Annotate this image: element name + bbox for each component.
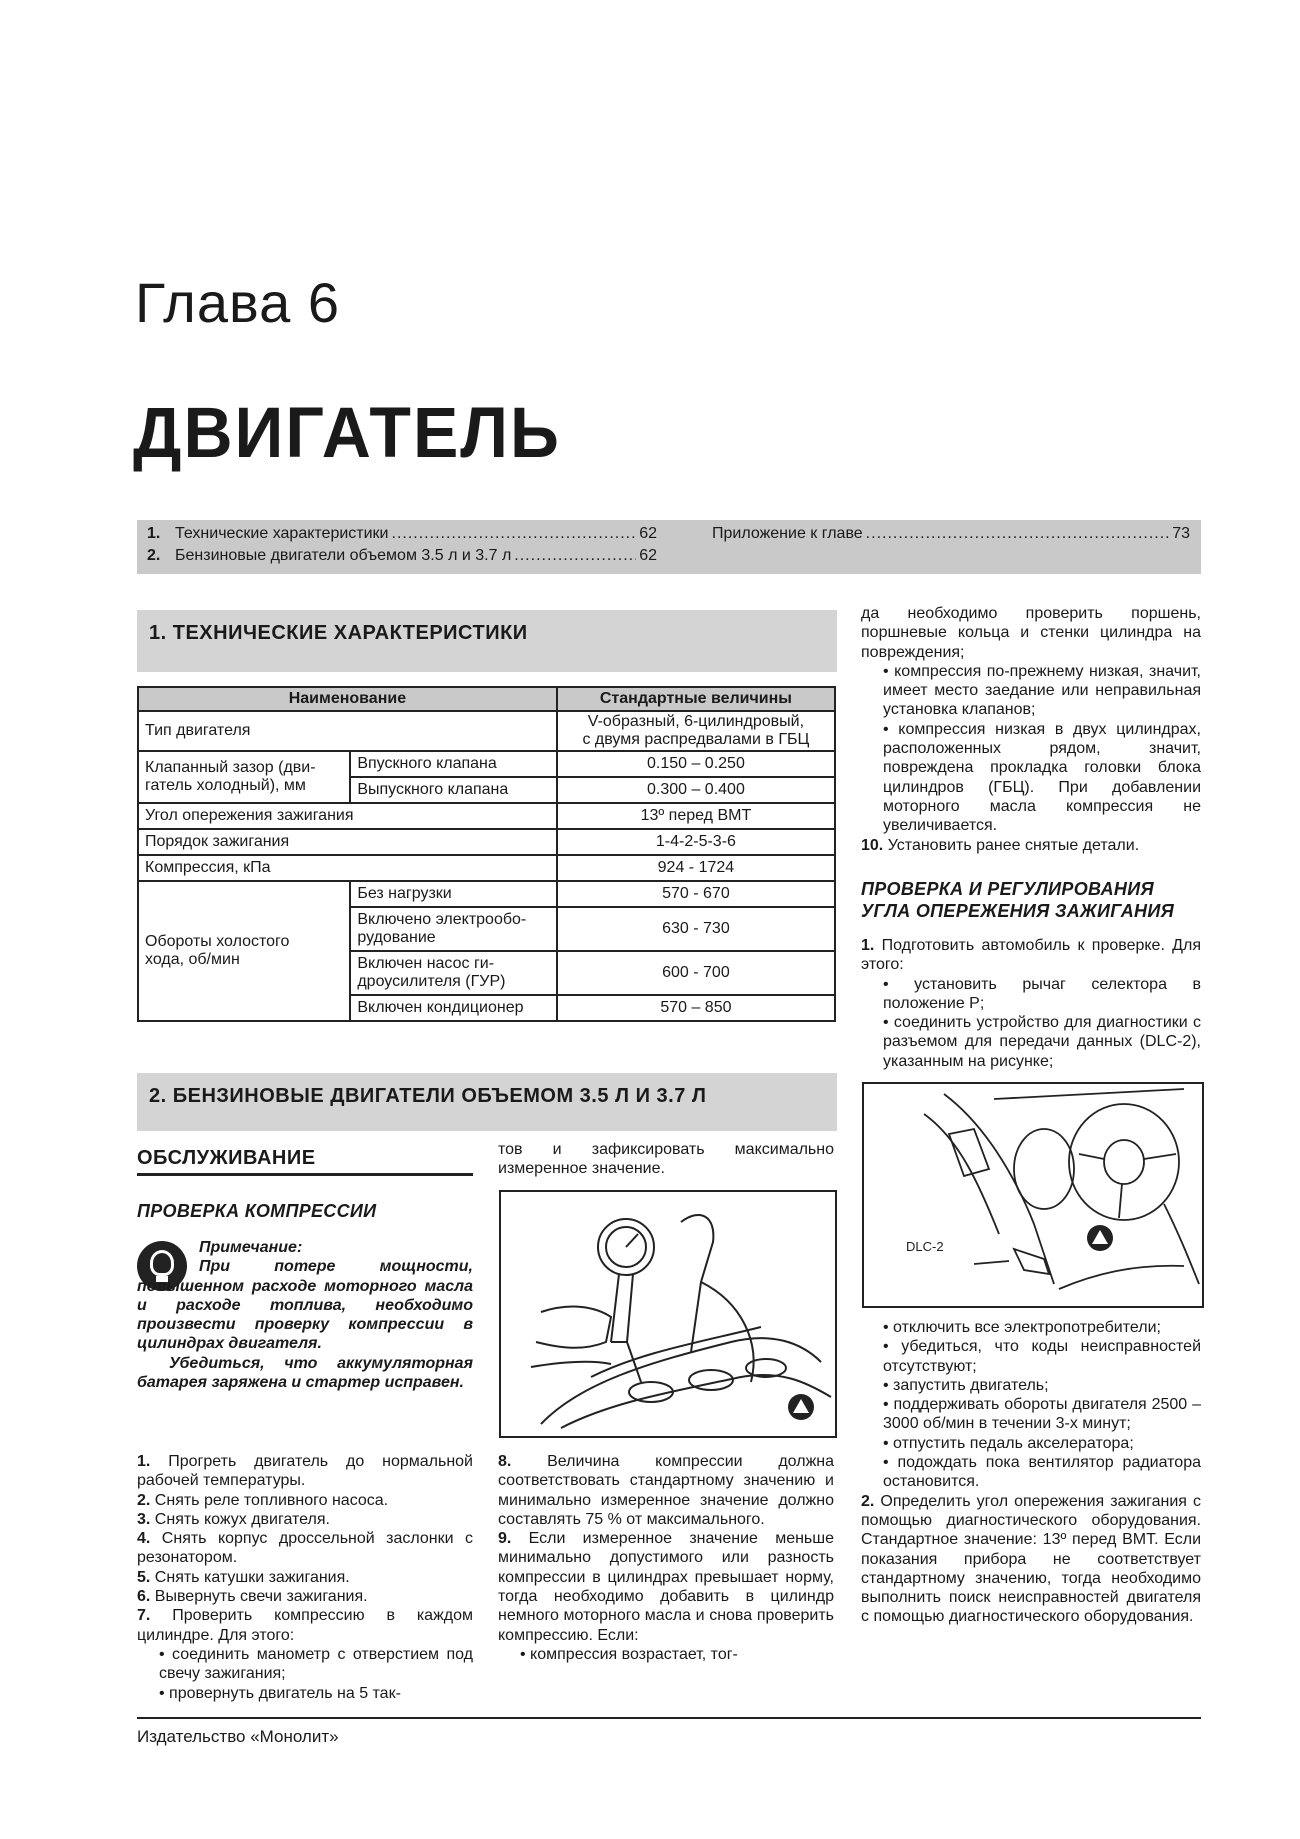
column-2-top: тов и зафиксировать максимально измеренное значение. <box>498 1141 834 1178</box>
table-row: Тип двигателя V-образный, 6-цилиндровый, с двумя распредвалами в ГБЦ <box>138 711 835 751</box>
note-title: Примечание: <box>199 1239 303 1256</box>
compression-gauge-figure <box>499 1190 837 1438</box>
list-item: 9. Если измеренное значение меньше минимально допустимого или разность компрессии в цилиндрах превышает норму, тогда необходимо добавить в цилиндр немного моторного масла и снова проверить компрессию. Если: <box>498 1530 835 1644</box>
note-box <box>137 1238 473 1392</box>
steps-column-2 <box>498 1452 834 1664</box>
bullet-item: • отключить все электропотребители; <box>883 1319 1161 1336</box>
section-1-heading: 1. ТЕХНИЧЕСКИЕ ХАРАКТЕРИСТИКИ <box>137 610 837 672</box>
bullet-item: • поддерживать обороты двигателя 2500 – 3000 об/мин в течении 3-х минут; <box>883 1396 1201 1433</box>
list-item: 3. Снять кожух двигателя. <box>137 1510 330 1528</box>
table-row: Компрессия, кПа 924 - 1724 <box>138 855 835 881</box>
bullet-item: • запустить двигатель; <box>883 1376 1049 1394</box>
footer-divider <box>137 1717 1201 1719</box>
table-row: Включен кондиционер 570 – 850 <box>138 995 835 1021</box>
bullet-item: • соединить устройство для диагностики с разъемом для передачи данных (DLC-2), указанным на рисунке; <box>883 1014 1202 1070</box>
toc-item-page: 73 <box>1172 525 1190 542</box>
chapter-label: Глава 6 <box>135 271 340 334</box>
bullet-item: • убедиться, что коды неисправностей отсутствуют; <box>883 1338 1201 1375</box>
table-row: Порядок зажигания 1-4-2-5-3-6 <box>138 829 835 855</box>
section-2-heading: 2. БЕНЗИНОВЫЕ ДВИГАТЕЛИ ОБЪЕМОМ 3.5 Л И 3.7 Л <box>137 1073 837 1131</box>
timing-steps-b <box>861 1318 1201 1627</box>
bullet-item: • подождать пока вентилятор радиатора остановится. <box>883 1454 1201 1491</box>
bullet-item: • провернуть двигатель на 5 так- <box>159 1684 401 1702</box>
heading-underline <box>137 1173 473 1176</box>
bullet-item: • компрессия низкая в двух цилиндрах, расположенных рядом, значит, повреждена прокладка головки блока цилиндров (ГБЦ). При добавлении моторного масла компрессия не увеличивается. <box>883 720 1202 835</box>
spec-table <box>137 686 836 1022</box>
table-row: Угол опережения зажигания 13º перед ВМТ <box>138 803 835 829</box>
bullet-item: • соединить манометр с отверстием под свечу зажигания; <box>159 1645 474 1683</box>
timing-steps-a <box>861 936 1201 1071</box>
toc-item-title: Технические характеристики <box>175 525 389 542</box>
table-header: Наименование <box>138 687 557 711</box>
list-item: 7. Проверить компрессию в каждом цилиндре. Для этого: <box>137 1607 473 1644</box>
column-3-top: да необходимо проверить поршень, поршневые кольца и стенки цилиндра на повреждения; • компрессия по-прежнему низкая, значит, имеет место заедание или неправильная установка клапанов; • компрессия низкая в двух цилиндрах, расположенных рядом, значит, повреждена прокладка головки блока цилиндров (ГБЦ). При добавлении моторного масла компрессия не увеличивается. 10. Установить ранее снятые детали. <box>861 605 1202 854</box>
toc-item-title: Приложение к главе <box>712 525 863 542</box>
table-row: Клапанный зазор (дви- гатель холодный), мм Впускного клапана 0.150 – 0.250 <box>138 751 835 777</box>
list-item: 6. Вывернуть свечи зажигания. <box>137 1588 368 1606</box>
brand-logo-icon <box>1087 1225 1113 1251</box>
note-text: При потере мощности, повышенном расходе моторного масла и расходе топлива, необходимо произвести проверку компрессии в цилиндрах двигателя. <box>137 1258 473 1353</box>
list-item: 1. Подготовить автомобиль к проверке. Для этого: <box>861 937 1201 974</box>
list-item: 2. Снять реле топливного насоса. <box>137 1491 389 1509</box>
toc-item[interactable] <box>712 525 1190 547</box>
table-row: Включено электрообо- рудование 630 - 730 <box>138 907 835 951</box>
toc-item-title: Бензиновые двигатели объемом 3.5 л и 3.7 л <box>175 547 512 564</box>
compression-gauge-illustration <box>501 1192 835 1436</box>
table-row: Обороты холостого хода, об/мин Без нагрузки 570 - 670 <box>138 881 835 907</box>
table-header: Стандартные величины <box>557 687 835 711</box>
toc-item[interactable]: 2. Бензиновые двигатели объемом 3.5 л и 3.7 л ..... 62 <box>147 547 657 569</box>
list-item: 1. Прогреть двигатель до нормальной рабочей температуры. <box>137 1453 473 1490</box>
toc-item-page: 62 <box>639 525 657 542</box>
service-heading: ОБСЛУЖИВАНИЕ <box>137 1147 316 1169</box>
list-item: 2. Определить угол опережения зажигания с помощью диагностического оборудования. Стандартное значение: 13º перед ВМТ. Если показания прибора не соответствует стандартному значению, тогда необходимо выполнить поиск неисправностей двигателя с помощью диагностического оборудования. <box>861 1492 1201 1626</box>
toc-item[interactable]: 1. Технические характеристики ..... 62 <box>147 525 657 547</box>
table-row: Включен насос ги- дроусилителя (ГУР) 600 - 700 <box>138 951 835 995</box>
chapter-title: ДВИГАТЕЛЬ <box>133 393 561 473</box>
brand-logo-icon <box>788 1394 814 1420</box>
list-item: 8. Величина компрессии должна соответствовать стандартному значению и минимально измеренное значение должно составлять 75 % от максимального. <box>498 1453 835 1528</box>
list-item: 10. Установить ранее снятые детали. <box>861 836 1140 854</box>
steps-column-1 <box>137 1452 473 1703</box>
table-of-contents <box>137 520 1201 574</box>
bullet-item: • отпустить педаль акселератора; <box>883 1434 1134 1452</box>
dashboard-illustration <box>864 1084 1202 1306</box>
toc-item-page: 62 <box>639 547 657 564</box>
compression-heading: ПРОВЕРКА КОМПРЕССИИ <box>137 1201 377 1221</box>
bullet-item: • установить рычаг селектора в положение P; <box>883 975 1201 1012</box>
list-item: 4. Снять корпус дроссельной заслонки с резонатором. <box>137 1530 473 1567</box>
timing-heading: ПРОВЕРКА И РЕГУЛИРОВАНИЯ УГЛА ОПЕРЕЖЕНИЯ ЗАЖИГАНИЯ <box>861 879 1174 921</box>
dlc-connector-figure <box>862 1082 1204 1308</box>
bullet-item: • компрессия возрастает, тог- <box>520 1645 738 1663</box>
publisher-footer: Издательство «Монолит» <box>137 1727 339 1746</box>
note-text: Убедиться, что аккумуляторная батарея заряжена и стартер исправен. <box>137 1354 473 1392</box>
bullet-item: • компрессия по-прежнему низкая, значит, имеет место заедание или неправильная установка клапанов; <box>883 662 1201 719</box>
list-item: 5. Снять катушки зажигания. <box>137 1568 350 1586</box>
figure-label: DLC-2 <box>906 1239 944 1254</box>
table-row: Выпускного клапана 0.300 – 0.400 <box>138 777 835 803</box>
